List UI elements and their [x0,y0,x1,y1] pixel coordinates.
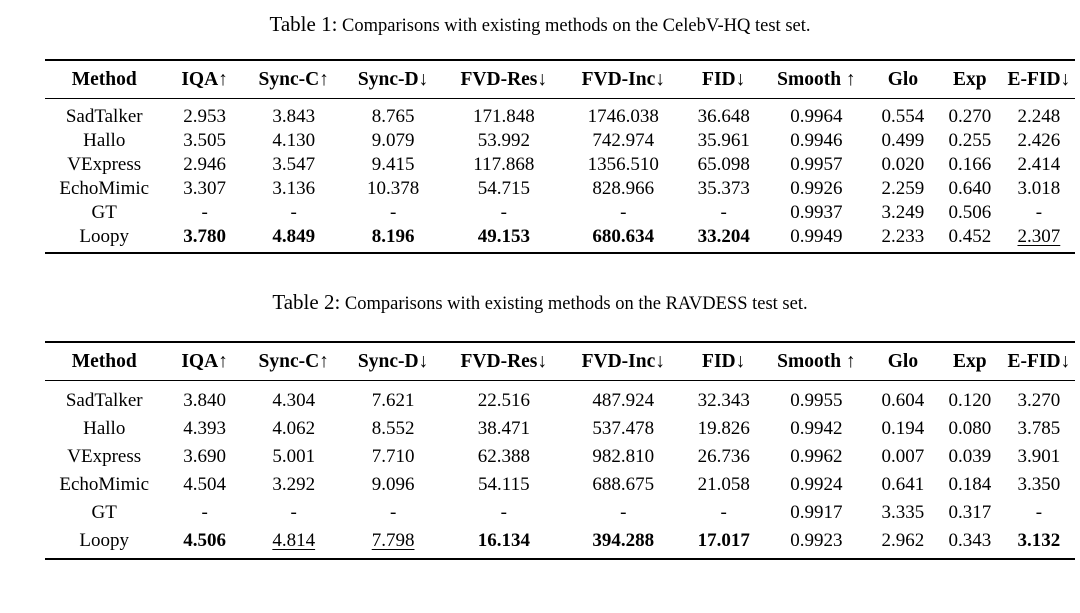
column-header-glo: Glo [869,342,937,381]
value-cell: 2.946 [183,154,226,175]
value-cell: 3.780 [183,226,226,247]
value-cell: 33.204 [697,226,750,247]
table-row-gt [45,201,1075,225]
table-row-loopy [45,225,1075,253]
method-cell: VExpress [67,446,142,467]
value-cell: 0.080 [948,418,992,439]
value-cell: 117.868 [473,154,535,175]
value-cell: 0.007 [881,446,925,467]
value-cell: - [290,202,297,223]
method-cell: EchoMimic [59,474,150,495]
table-row-gt [45,499,1075,527]
value-cell: 4.504 [183,474,226,495]
value-cell: 22.516 [477,390,530,411]
value-cell: - [201,202,208,223]
method-cell: GT [91,202,117,223]
table1-caption [0,0,1080,37]
value-cell: 537.478 [592,418,655,439]
value-cell: 0.317 [948,502,992,523]
value-cell: 0.9957 [790,154,843,175]
column-header-syncc: Sync-C↑ [246,342,342,381]
value-cell: 62.388 [477,446,530,467]
value-cell: - [389,202,397,223]
value-cell: 0.9955 [790,390,843,411]
table-row-echomimic [45,177,1075,201]
value-cell: - [201,502,208,523]
table-row-vexpress [45,443,1075,471]
column-header-fvdinc: FVD-Inc↓ [563,342,684,381]
value-cell: 9.079 [371,130,415,151]
table2-comparisons-ravdess [45,341,1075,560]
value-cell: 2.962 [881,530,925,551]
value-cell: 0.641 [881,474,925,495]
table-row-vexpress [45,153,1075,177]
value-cell: 0.9926 [790,178,843,199]
value-cell: 2.307 [1017,226,1061,247]
value-cell: 26.736 [697,446,750,467]
value-cell: 4.130 [272,130,316,151]
value-cell: 0.255 [948,130,992,151]
table-row-echomimic [45,471,1075,499]
value-cell: 0.9964 [790,106,843,127]
value-cell: 54.715 [477,178,530,199]
value-cell: 38.471 [477,418,530,439]
value-cell: 53.992 [477,130,530,151]
value-cell: 8.552 [371,418,415,439]
value-cell: 35.961 [697,130,750,151]
column-header-smooth: Smooth ↑ [764,342,869,381]
header-row [45,60,1075,99]
value-cell: 2.414 [1017,154,1061,175]
value-cell: 3.843 [272,106,316,127]
column-header-fid: FID↓ [684,60,764,99]
value-cell: 3.350 [1017,474,1061,495]
value-cell: 2.248 [1017,106,1061,127]
value-cell: 2.953 [183,106,226,127]
value-cell: 17.017 [697,530,750,551]
column-header-method: Method [45,342,163,381]
value-cell: 0.020 [881,154,925,175]
value-cell: - [500,202,507,223]
value-cell: 0.343 [948,530,992,551]
value-cell: 2.426 [1017,130,1061,151]
value-cell: 4.506 [183,530,226,551]
value-cell: - [290,502,297,523]
table-row-sadtalker [45,99,1075,130]
value-cell: 4.393 [183,418,226,439]
value-cell: 0.194 [881,418,925,439]
value-cell: 0.9924 [790,474,843,495]
column-header-method: Method [45,60,163,99]
value-cell: 36.648 [697,106,750,127]
table-row-hallo [45,129,1075,153]
value-cell: 0.9937 [790,202,843,223]
value-cell: 35.373 [697,178,750,199]
value-cell: - [620,202,627,223]
value-cell: 688.675 [592,474,655,495]
method-cell: EchoMimic [59,178,150,199]
value-cell: 4.814 [272,530,316,551]
header-row [45,342,1075,381]
value-cell: 0.499 [881,130,925,151]
column-header-fvdres: FVD-Res↓ [445,60,563,99]
value-cell: 0.640 [948,178,992,199]
value-cell: 0.452 [948,226,992,247]
value-cell: 3.307 [183,178,226,199]
method-cell: VExpress [67,154,142,175]
value-cell: 0.9942 [790,418,843,439]
value-cell: 0.9949 [790,226,843,247]
value-cell: 2.259 [881,178,925,199]
value-cell: 487.924 [592,390,655,411]
value-cell: 3.136 [272,178,316,199]
value-cell: 0.9962 [790,446,843,467]
value-cell: 3.690 [183,446,226,467]
value-cell: 171.848 [472,106,535,127]
value-cell: - [720,502,727,523]
value-cell: 3.335 [881,502,925,523]
column-header-fvdinc: FVD-Inc↓ [563,60,684,99]
column-header-fvdres: FVD-Res↓ [445,342,563,381]
value-cell: 7.798 [371,530,415,551]
value-cell: - [1035,502,1043,523]
table1-comparisons-celebv-hq [45,59,1075,254]
value-cell: 3.840 [183,390,226,411]
value-cell: 32.343 [697,390,750,411]
value-cell: 3.901 [1017,446,1061,467]
table2-caption [0,254,1080,315]
value-cell: - [389,502,397,523]
column-header-smooth: Smooth ↑ [764,60,869,99]
value-cell: 982.810 [592,446,655,467]
value-cell: 8.765 [371,106,415,127]
value-cell: 3.132 [1017,530,1061,551]
method-cell: Loopy [79,226,130,247]
table2-caption-text: Comparisons with existing methods on the RAVDESS test set. [340,294,808,314]
table-row-loopy [45,527,1075,559]
value-cell: 21.058 [697,474,750,495]
value-cell: 2.233 [881,226,925,247]
column-header-glo: Glo [869,60,937,99]
method-cell: Hallo [83,130,126,151]
table-row-hallo [45,415,1075,443]
column-header-syncc: Sync-C↑ [246,60,342,99]
value-cell: - [720,202,727,223]
method-cell: Loopy [79,530,130,551]
value-cell: 4.062 [272,418,316,439]
value-cell: 54.115 [478,474,530,495]
table-row-sadtalker [45,381,1075,416]
value-cell: 680.634 [592,226,655,247]
value-cell: 65.098 [697,154,750,175]
value-cell: 3.270 [1017,390,1061,411]
value-cell: - [500,502,507,523]
value-cell: 1746.038 [587,106,659,127]
value-cell: 828.966 [592,178,655,199]
value-cell: 5.001 [272,446,316,467]
method-cell: SadTalker [65,106,143,127]
value-cell: 742.974 [592,130,655,151]
column-header-iqa: IQA↑ [163,342,245,381]
value-cell: 0.270 [948,106,992,127]
value-cell: 7.621 [371,390,415,411]
column-header-syncd: Sync-D↓ [342,342,445,381]
value-cell: 4.304 [272,390,316,411]
value-cell: 3.249 [881,202,925,223]
value-cell: 0.9923 [790,530,843,551]
column-header-efid: E-FID↓ [1003,60,1075,99]
value-cell: 9.096 [371,474,415,495]
value-cell: 0.506 [948,202,992,223]
value-cell: 3.505 [183,130,226,151]
value-cell: 0.604 [881,390,925,411]
value-cell: - [1035,202,1043,223]
value-cell: 0.184 [948,474,992,495]
method-cell: Hallo [83,418,126,439]
method-cell: GT [91,502,117,523]
value-cell: 1356.510 [587,154,659,175]
value-cell: 0.039 [948,446,992,467]
value-cell: 3.292 [272,474,316,495]
value-cell: 3.547 [272,154,316,175]
value-cell: 8.196 [371,226,415,247]
value-cell: 3.785 [1017,418,1061,439]
table1-caption-label: Table 1: [269,12,338,36]
column-header-fid: FID↓ [684,342,764,381]
value-cell: 7.710 [371,446,415,467]
value-cell: 16.134 [477,530,530,551]
column-header-syncd: Sync-D↓ [342,60,445,99]
column-header-exp: Exp [937,60,1003,99]
value-cell: 394.288 [592,530,655,551]
table1-caption-text: Comparisons with existing methods on the CelebV-HQ test set. [337,16,811,36]
value-cell: 0.9917 [790,502,843,523]
value-cell: 0.9946 [790,130,843,151]
value-cell: - [620,502,627,523]
value-cell: 0.166 [948,154,992,175]
table2-caption-label: Table 2: [272,290,341,314]
column-header-iqa: IQA↑ [163,60,245,99]
value-cell: 9.415 [371,154,415,175]
method-cell: SadTalker [65,390,143,411]
value-cell: 0.554 [881,106,925,127]
column-header-exp: Exp [937,342,1003,381]
column-header-efid: E-FID↓ [1003,342,1075,381]
value-cell: 10.378 [366,178,420,199]
value-cell: 49.153 [477,226,530,247]
value-cell: 19.826 [697,418,750,439]
value-cell: 4.849 [272,226,316,247]
value-cell: 0.120 [948,390,992,411]
value-cell: 3.018 [1017,178,1061,199]
